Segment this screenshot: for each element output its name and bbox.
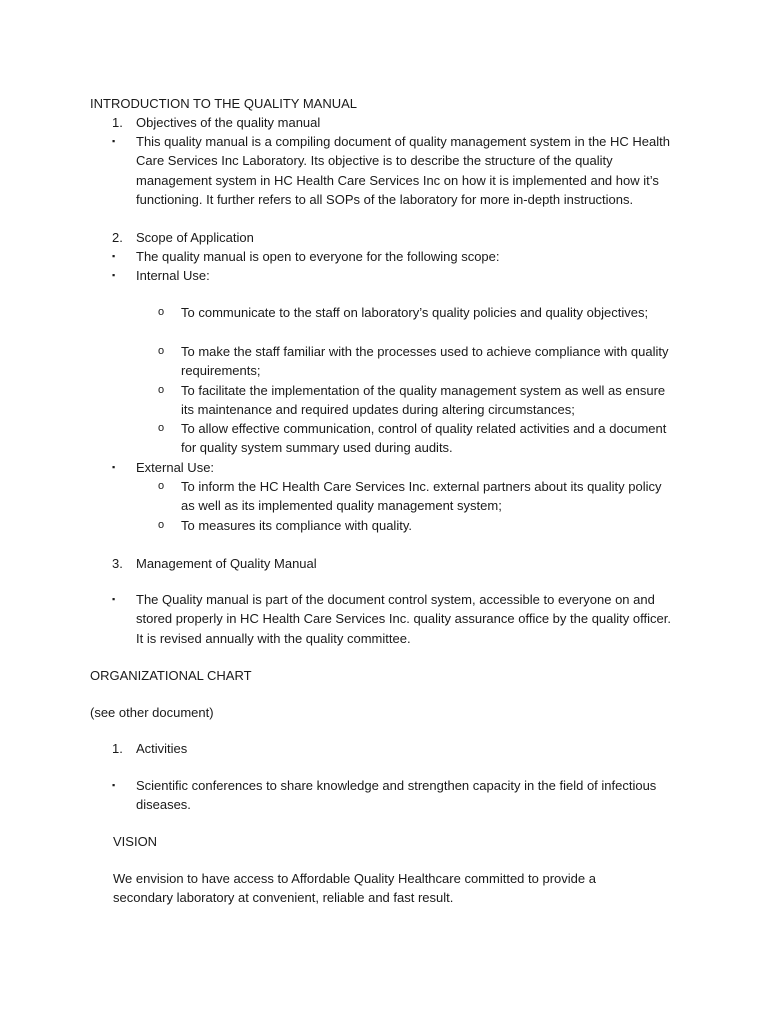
vision-text: We envision to have access to Affordable Quality Healthcare committed to provide a secondary laboratory at convenient, reliable and fast result. [113, 871, 596, 906]
sub-bullet-marker: o [158, 422, 165, 434]
org-chart-note: (see other document) [90, 705, 214, 720]
activities-number: 1. [112, 741, 123, 756]
internal-item: To make the staff familiar with the processes used to achieve compliance with quality requirements; [181, 344, 669, 379]
bullet-marker: ▪ [112, 594, 116, 604]
sub-bullet-marker: o [158, 519, 165, 531]
intro-heading: INTRODUCTION TO THE QUALITY MANUAL [90, 96, 358, 111]
sub-bullet-marker: o [158, 306, 165, 318]
sub-bullet-marker: o [158, 384, 165, 396]
sub-bullet-marker: o [158, 345, 165, 357]
org-chart-heading: ORGANIZATIONAL CHART [90, 668, 252, 683]
internal-item: To facilitate the implementation of the quality management system as well as ensure its maintenance and required updates during altering circumstances; [181, 383, 666, 418]
sub-bullet-marker: o [158, 480, 165, 492]
bullet-marker: ▪ [112, 251, 116, 261]
external-item: To measures its compliance with quality. [181, 518, 412, 533]
external-item: To inform the HC Health Care Services Inc. external partners about its quality policy as well as its implemented quality management system; [181, 479, 662, 514]
section-1-number: 1. [112, 115, 123, 130]
internal-use-label: Internal Use: [136, 268, 210, 283]
scope-intro-text: The quality manual is open to everyone for the following scope: [136, 249, 500, 264]
bullet-marker: ▪ [112, 136, 116, 146]
section-2-number: 2. [112, 230, 123, 245]
internal-item: To communicate to the staff on laboratory’s quality policies and quality objectives; [181, 305, 649, 320]
internal-item: To allow effective communication, control of quality related activities and a document for quality system summary used during audits. [181, 421, 667, 456]
section-1-text: This quality manual is a compiling document of quality management system in the HC Health Care Services Inc Laboratory. Its objective is to describe the structure of the quality management system in HC Health Care Services Inc on how it is implemented and how it’s functioning. It further refers to all SOPs of the laboratory for more in-depth instructions. [136, 134, 670, 207]
bullet-marker: ▪ [112, 462, 116, 472]
bullet-marker: ▪ [112, 780, 116, 790]
vision-heading: VISION [113, 834, 158, 849]
external-use-label: External Use: [136, 460, 215, 475]
activities-title: Activities [136, 741, 188, 756]
section-1-title: Objectives of the quality manual [136, 115, 321, 130]
section-3-text: The Quality manual is part of the document control system, accessible to everyone on and stored properly in HC Health Care Services Inc. quality assurance office by the quality officer. It is revised annually with the quality committee. [136, 592, 671, 646]
activities-text: Scientific conferences to share knowledge and strengthen capacity in the field of infectious diseases. [136, 778, 657, 813]
bullet-marker: ▪ [112, 270, 116, 280]
section-3-number: 3. [112, 556, 123, 571]
section-2-title: Scope of Application [136, 230, 254, 245]
section-3-title: Management of Quality Manual [136, 556, 317, 571]
